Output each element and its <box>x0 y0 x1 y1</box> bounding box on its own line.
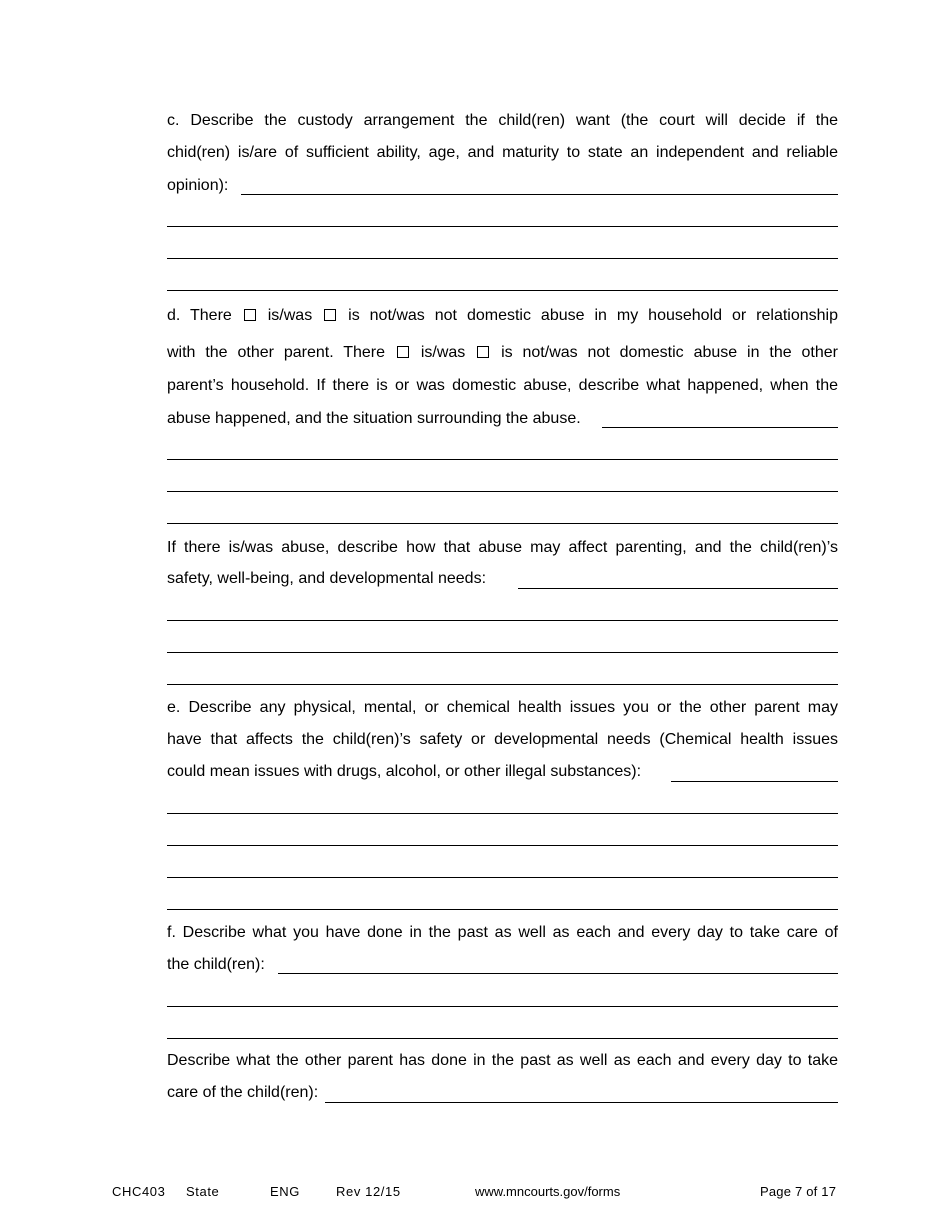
section-e-line-3: could mean issues with drugs, alcohol, or other illegal substances): <box>167 763 642 780</box>
footer-form-code: CHC403 <box>112 1184 166 1199</box>
section-d-line-3: parent’s household. If there is or was domestic abuse, describe what happened, when the <box>167 377 838 394</box>
health-issues-answer-line-4[interactable] <box>167 877 838 878</box>
section-d-l1-start: d. There <box>167 307 232 324</box>
abuse-effects-answer-line-2[interactable] <box>167 620 838 621</box>
section-d-line-2 <box>167 344 838 362</box>
other-household-abuse-no-checkbox[interactable] <box>477 346 489 358</box>
own-household-no-label: is not/was not domestic abuse in my household or relationship <box>348 307 839 324</box>
domestic-abuse-answer-line-1[interactable] <box>602 427 838 428</box>
health-issues-answer-line-2[interactable] <box>167 813 838 814</box>
footer-language: ENG <box>270 1184 300 1199</box>
abuse-effects-line-2: safety, well-being, and developmental needs: <box>167 570 487 587</box>
abuse-effects-answer-line-1[interactable] <box>518 588 838 589</box>
custody-arrangement-answer-line-1[interactable] <box>241 194 838 195</box>
other-parent-care-line-2: care of the child(ren): <box>167 1084 319 1101</box>
section-e-line-1: e. Describe any physical, mental, or chemical health issues you or the other parent may <box>167 699 838 716</box>
custody-arrangement-answer-line-3[interactable] <box>167 258 838 259</box>
other-parent-care-line-1: Describe what the other parent has done in the past as well as each and every day to take <box>167 1052 838 1069</box>
domestic-abuse-answer-line-2[interactable] <box>167 459 838 460</box>
section-c-line-3: opinion): <box>167 177 229 194</box>
own-household-yes-label: is/was <box>267 307 313 324</box>
footer-revision: Rev 12/15 <box>336 1184 401 1199</box>
domestic-abuse-answer-line-4[interactable] <box>167 523 838 524</box>
your-care-answer-line-2[interactable] <box>167 1006 838 1007</box>
your-care-answer-line-3[interactable] <box>167 1038 838 1039</box>
section-c-line-1: c. Describe the custody arrangement the child(ren) want (the court will decide if the <box>167 112 838 129</box>
abuse-effects-line-1: If there is/was abuse, describe how that abuse may affect parenting, and the child(ren)’s <box>167 539 838 556</box>
other-household-abuse-yes-checkbox[interactable] <box>397 346 409 358</box>
own-household-abuse-yes-checkbox[interactable] <box>244 309 256 321</box>
section-d-l2-start: with the other parent. There <box>167 344 386 361</box>
health-issues-answer-line-5[interactable] <box>167 909 838 910</box>
your-care-answer-line-1[interactable] <box>278 973 838 974</box>
domestic-abuse-answer-line-3[interactable] <box>167 491 838 492</box>
section-d-line-4: abuse happened, and the situation surrounding the abuse. <box>167 410 581 427</box>
health-issues-answer-line-3[interactable] <box>167 845 838 846</box>
section-f-line-2: the child(ren): <box>167 956 265 973</box>
custody-arrangement-answer-line-4[interactable] <box>167 290 838 291</box>
own-household-abuse-no-checkbox[interactable] <box>324 309 336 321</box>
footer-page-number: Page 7 of 17 <box>760 1184 837 1199</box>
section-c-line-2: chid(ren) is/are of sufficient ability, age, and maturity to state an independent and reliable <box>167 144 838 161</box>
section-d-line-1 <box>167 307 838 325</box>
footer-website-link[interactable]: www.mncourts.gov/forms <box>475 1184 621 1199</box>
abuse-effects-answer-line-3[interactable] <box>167 652 838 653</box>
other-parent-care-answer-line-1[interactable] <box>325 1102 838 1103</box>
abuse-effects-answer-line-4[interactable] <box>167 684 838 685</box>
other-household-no-label: is not/was not domestic abuse in the other <box>501 344 838 361</box>
custody-arrangement-answer-line-2[interactable] <box>167 226 838 227</box>
section-f-line-1: f. Describe what you have done in the past as well as each and every day to take care of <box>167 924 838 941</box>
health-issues-answer-line-1[interactable] <box>671 781 838 782</box>
other-household-yes-label: is/was <box>420 344 466 361</box>
footer-jurisdiction: State <box>186 1184 220 1199</box>
section-e-line-2: have that affects the child(ren)’s safety or developmental needs (Chemical health issues <box>167 731 838 748</box>
